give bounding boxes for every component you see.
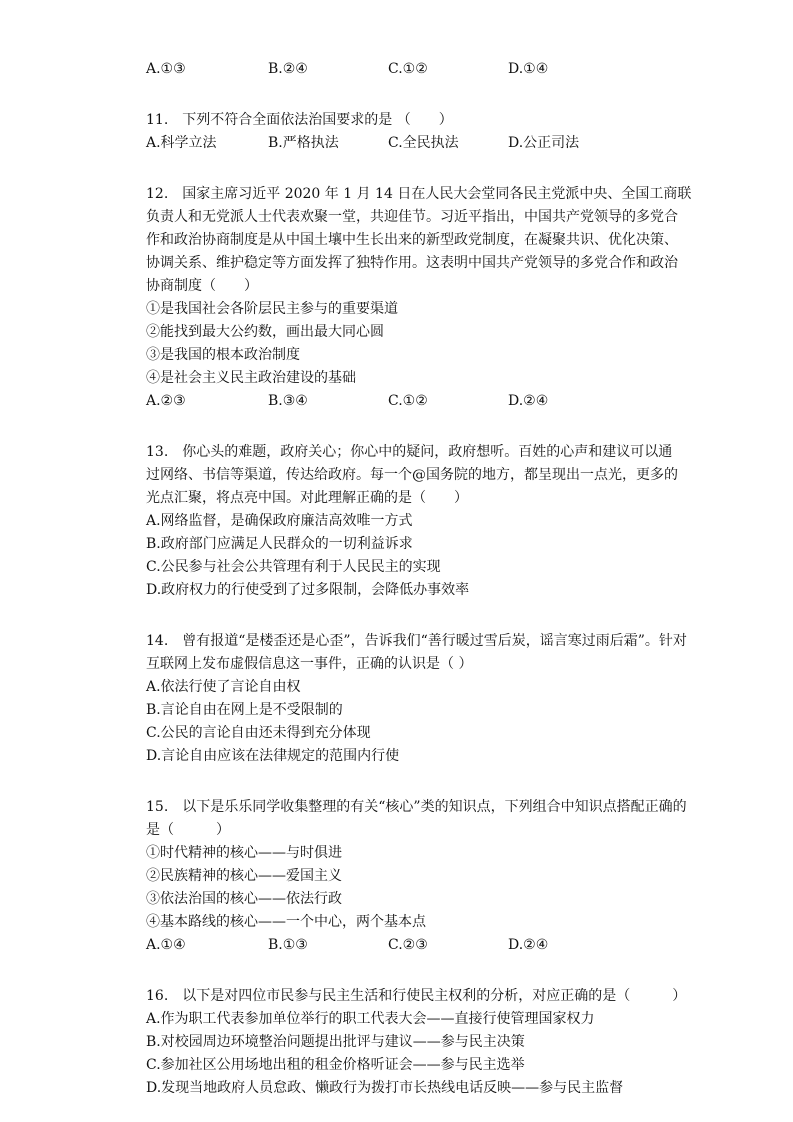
answer-option: C.①② — [388, 393, 428, 409]
answer-option: A.科学立法 — [146, 135, 217, 151]
answer-choice: A.作为职工代表参加单位举行的职工代表大会——直接行使管理国家权力 — [146, 1011, 595, 1027]
answer-option: B.①③ — [268, 937, 308, 953]
question-stem-line: 12. 国家主席习近平 2020 年 1 月 14 日在人民大会堂同各民主党派中央、全国工商联 — [146, 186, 692, 202]
statement-item: ②能找到最大公约数，画出最大同心圆 — [146, 324, 384, 340]
answer-choice: B.对校园周边环境整治问题提出批评与建议——参与民主决策 — [146, 1034, 525, 1050]
question-block — [146, 796, 686, 957]
answer-choice: C.公民参与社会公共管理有利于人民民主的实现 — [146, 559, 441, 575]
answer-options-row — [146, 132, 686, 155]
question-stem-line: 过网络、书信等渠道，传达给政府。每一个@国务院的地方，都呈现出一点光，更多的 — [146, 467, 678, 483]
question-stem-line: 协商制度（ ） — [146, 278, 258, 294]
answer-option: C.全民执法 — [388, 135, 459, 151]
answer-choice: A.网络监督，是确保政府廉洁高效唯一方式 — [146, 513, 413, 529]
answer-choice: D.发现当地政府人员怠政、懒政行为拨打市长热线电话反映——参与民主监督 — [146, 1080, 624, 1096]
question-stem-line: 作和政治协商制度是从中国土壤中生长出来的新型政党制度，在凝聚共识、优化决策、 — [146, 232, 678, 248]
answer-options-row — [146, 58, 686, 81]
statement-item: ④基本路线的核心——一个中心，两个基本点 — [146, 914, 426, 930]
question-stem-line: 14. 曾有报道“是楼歪还是心歪”，告诉我们“善行暖过雪后炭，谣言寒过雨后霜”。针对 — [146, 633, 687, 649]
question-stem-line: 互联网上发布虚假信息这一事件，正确的认识是（ ） — [146, 656, 473, 672]
answer-option: D.①④ — [508, 61, 549, 77]
answer-option: A.①④ — [146, 937, 186, 953]
answer-choice: D.政府权力的行使受到了过多限制，会降低办事效率 — [146, 582, 470, 598]
statement-item: ④是社会主义民主政治建设的基础 — [146, 370, 356, 386]
answer-option: A.①③ — [146, 61, 186, 77]
question-block — [146, 58, 686, 81]
question-block — [146, 109, 686, 155]
question-stem-line: 13. 你心头的难题，政府关心；你心中的疑问，政府想听。百姓的心声和建议可以通 — [146, 444, 673, 460]
question-stem-line: 是（ ） — [146, 822, 230, 838]
question-stem-line: 协调关系、维护稳定等方面发挥了独特作用。这表明中国共产党领导的多党合作和政治 — [146, 255, 678, 271]
statement-item: ①时代精神的核心——与时俱进 — [146, 845, 342, 861]
question-stem-line: 16. 以下是对四位市民参与民主生活和行使民主权利的分析，对应正确的是（ ） — [146, 988, 687, 1004]
answer-option: D.②④ — [508, 393, 549, 409]
answer-options-row — [146, 934, 686, 957]
question-list — [146, 58, 692, 1100]
answer-option: B.③④ — [268, 393, 308, 409]
statement-item: ①是我国社会各阶层民主参与的重要渠道 — [146, 301, 398, 317]
question-block — [146, 183, 692, 413]
answer-choice: B.政府部门应满足人民群众的一切利益诉求 — [146, 536, 413, 552]
answer-choice: A.依法行使了言论自由权 — [146, 679, 301, 695]
statement-item: ③依法治国的核心——依法行政 — [146, 891, 342, 907]
answer-option: B.严格执法 — [268, 135, 339, 151]
statement-item: ③是我国的根本政治制度 — [146, 347, 300, 363]
statement-item: ②民族精神的核心——爱国主义 — [146, 868, 342, 884]
answer-options-row — [146, 390, 686, 413]
question-stem-line: 11. 下列不符合全面依法治国要求的是 （ ） — [146, 112, 453, 128]
answer-option: C.②③ — [388, 937, 428, 953]
question-block — [146, 441, 686, 602]
answer-option: A.②③ — [146, 393, 186, 409]
question-block — [146, 630, 686, 768]
question-stem-line: 负责人和无党派人士代表欢聚一堂，共迎佳节。习近平指出，中国共产党领导的多党合 — [146, 209, 678, 225]
answer-option: D.②④ — [508, 937, 549, 953]
answer-option: D.公正司法 — [508, 135, 580, 151]
answer-choice: C.公民的言论自由还未得到充分体现 — [146, 725, 371, 741]
answer-choice: C.参加社区公用场地出租的租金价格听证会——参与民主选举 — [146, 1057, 525, 1073]
question-stem-line: 光点汇聚，将点亮中国。对此理解正确的是（ ） — [146, 490, 468, 506]
question-stem-line: 15. 以下是乐乐同学收集整理的有关“核心”类的知识点，下列组合中知识点搭配正确的 — [146, 799, 687, 815]
answer-option: B.②④ — [268, 61, 308, 77]
question-block — [146, 985, 686, 1100]
answer-choice: D.言论自由应该在法律规定的范围内行使 — [146, 748, 400, 764]
answer-option: C.①② — [388, 61, 428, 77]
answer-choice: B.言论自由在网上是不受限制的 — [146, 702, 343, 718]
